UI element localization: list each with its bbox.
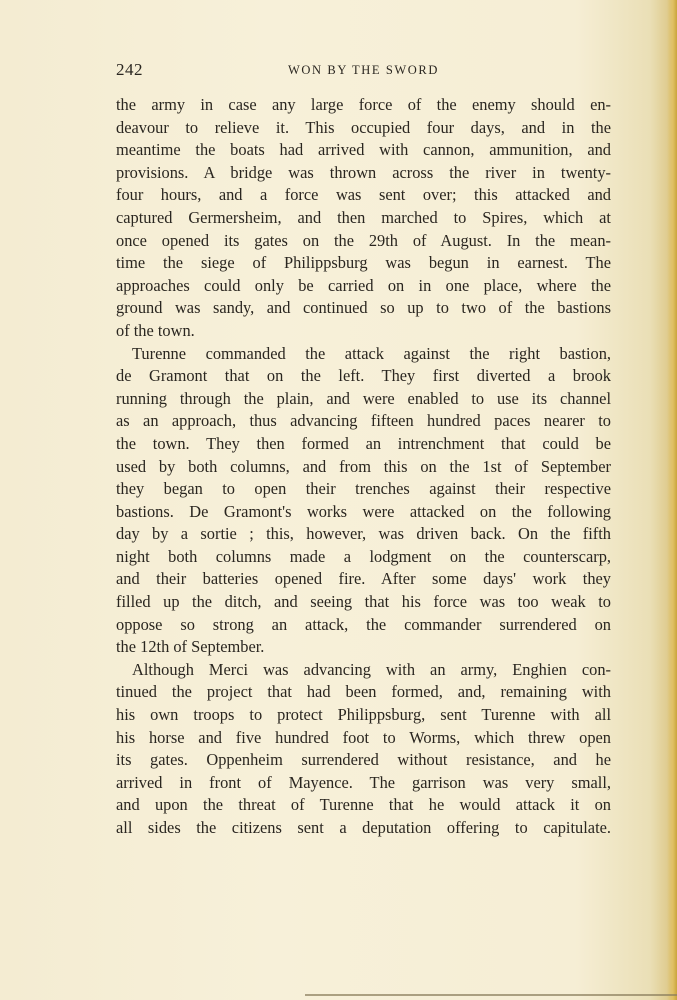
text-line: arrived in front of Mayence. The garrison was very small, <box>116 772 611 792</box>
text-line: of the town. <box>116 320 195 340</box>
text-line: ground was sandy, and continued so up to two of the bastions <box>116 298 611 318</box>
text-line: deavour to relieve it. This occupied four days, and in the <box>116 117 611 137</box>
text-line: de Gramont that on the left. They first diverted a brook <box>116 366 611 386</box>
text-line: the army in case any large force of the enemy should en- <box>116 95 611 114</box>
text-line: filled up the ditch, and seeing that his force was too weak to <box>116 592 611 612</box>
gilt-page-edge <box>667 0 677 1000</box>
text-line: tinued the project that had been formed, and, remaining with <box>116 682 611 702</box>
text-line: approaches could only be carried on in one place, where the <box>116 275 611 295</box>
page-header <box>116 60 611 84</box>
text-line: his horse and five hundred foot to Worms, which threw open <box>116 727 611 747</box>
text-line: provisions. A bridge was thrown across the river in twenty- <box>116 162 611 182</box>
text-line: running through the plain, and were enabled to use its channel <box>116 388 611 408</box>
page-number: 242 <box>116 60 143 79</box>
text-line: and their batteries opened fire. After some days' work they <box>116 569 611 589</box>
text-line: Although Merci was advancing with an army, Enghien con- <box>132 659 611 679</box>
text-line: they began to open their trenches against their respective <box>116 479 611 499</box>
text-line: night both columns made a lodgment on the counterscarp, <box>116 546 611 566</box>
text-line: meantime the boats had arrived with cannon, ammunition, and <box>116 140 611 160</box>
text-line: used by both columns, and from this on the 1st of September <box>116 456 611 476</box>
body-text <box>116 94 611 840</box>
text-line: and upon the threat of Turenne that he would attack it on <box>116 795 611 815</box>
text-line: all sides the citizens sent a deputation offering to capitulate. <box>116 818 611 837</box>
text-line: the town. They then formed an intrenchment that could be <box>116 433 611 453</box>
text-line: day by a sortie ; this, however, was driven back. On the fifth <box>116 524 611 544</box>
text-line: captured Germersheim, and then marched to Spires, which at <box>116 207 611 227</box>
text-line: his own troops to protect Philippsburg, sent Turenne with all <box>116 705 611 725</box>
text-line: time the siege of Philippsburg was begun in earnest. The <box>116 253 611 273</box>
text-line: Turenne commanded the attack against the right bastion, <box>132 343 611 363</box>
text-line: bastions. De Gramont's works were attacked on the following <box>116 501 611 521</box>
text-line: oppose so strong an attack, the commander surrendered on <box>116 614 611 634</box>
text-line: once opened its gates on the 29th of August. In the mean- <box>116 230 611 250</box>
text-line: the 12th of September. <box>116 637 265 657</box>
text-line: as an approach, thus advancing fifteen hundred paces nearer to <box>116 411 611 431</box>
text-line: four hours, and a force was sent over; this attacked and <box>116 185 611 205</box>
running-title: WON BY THE SWORD <box>288 63 439 77</box>
text-line: its gates. Oppenheim surrendered without resistance, and he <box>116 750 611 770</box>
bottom-edge-rule <box>305 994 677 996</box>
